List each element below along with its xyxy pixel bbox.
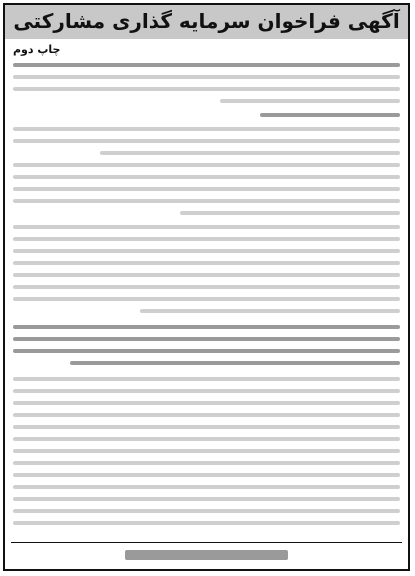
text-line (13, 261, 400, 265)
text-line (13, 413, 400, 417)
text-line (13, 449, 400, 453)
text-line (180, 211, 400, 215)
text-line (13, 349, 400, 353)
text-line (13, 285, 400, 289)
text-line (13, 401, 400, 405)
text-line (13, 127, 400, 131)
text-line (13, 237, 400, 241)
text-line (13, 325, 400, 329)
text-line (70, 361, 400, 365)
text-line (13, 389, 400, 393)
text-line (13, 273, 400, 277)
text-line (13, 377, 400, 381)
text-line (13, 521, 400, 525)
footer-divider (11, 542, 402, 543)
text-line (13, 497, 400, 501)
text-line (13, 249, 400, 253)
print-label: چاپ دوم (13, 43, 61, 56)
text-line (140, 309, 400, 313)
text-line (13, 461, 400, 465)
text-line (13, 485, 400, 489)
text-line (13, 163, 400, 167)
text-line (13, 175, 400, 179)
header-band (5, 5, 408, 39)
page-title: آگهی فراخوان سرمایه گذاری مشارکتی (13, 9, 400, 33)
notice-body (13, 59, 400, 529)
text-line (13, 75, 400, 79)
notice-frame (3, 3, 410, 571)
text-line (220, 99, 400, 103)
footer-signature-line (125, 550, 288, 560)
text-line (13, 297, 400, 301)
text-line (100, 151, 400, 155)
text-line (13, 509, 400, 513)
text-line (13, 225, 400, 229)
text-line (13, 187, 400, 191)
text-line (13, 437, 400, 441)
text-line (260, 113, 400, 117)
text-line (13, 139, 400, 143)
text-line (13, 87, 400, 91)
text-line (13, 473, 400, 477)
text-line (13, 337, 400, 341)
text-line (13, 425, 400, 429)
text-line (13, 63, 400, 67)
text-line (13, 199, 400, 203)
